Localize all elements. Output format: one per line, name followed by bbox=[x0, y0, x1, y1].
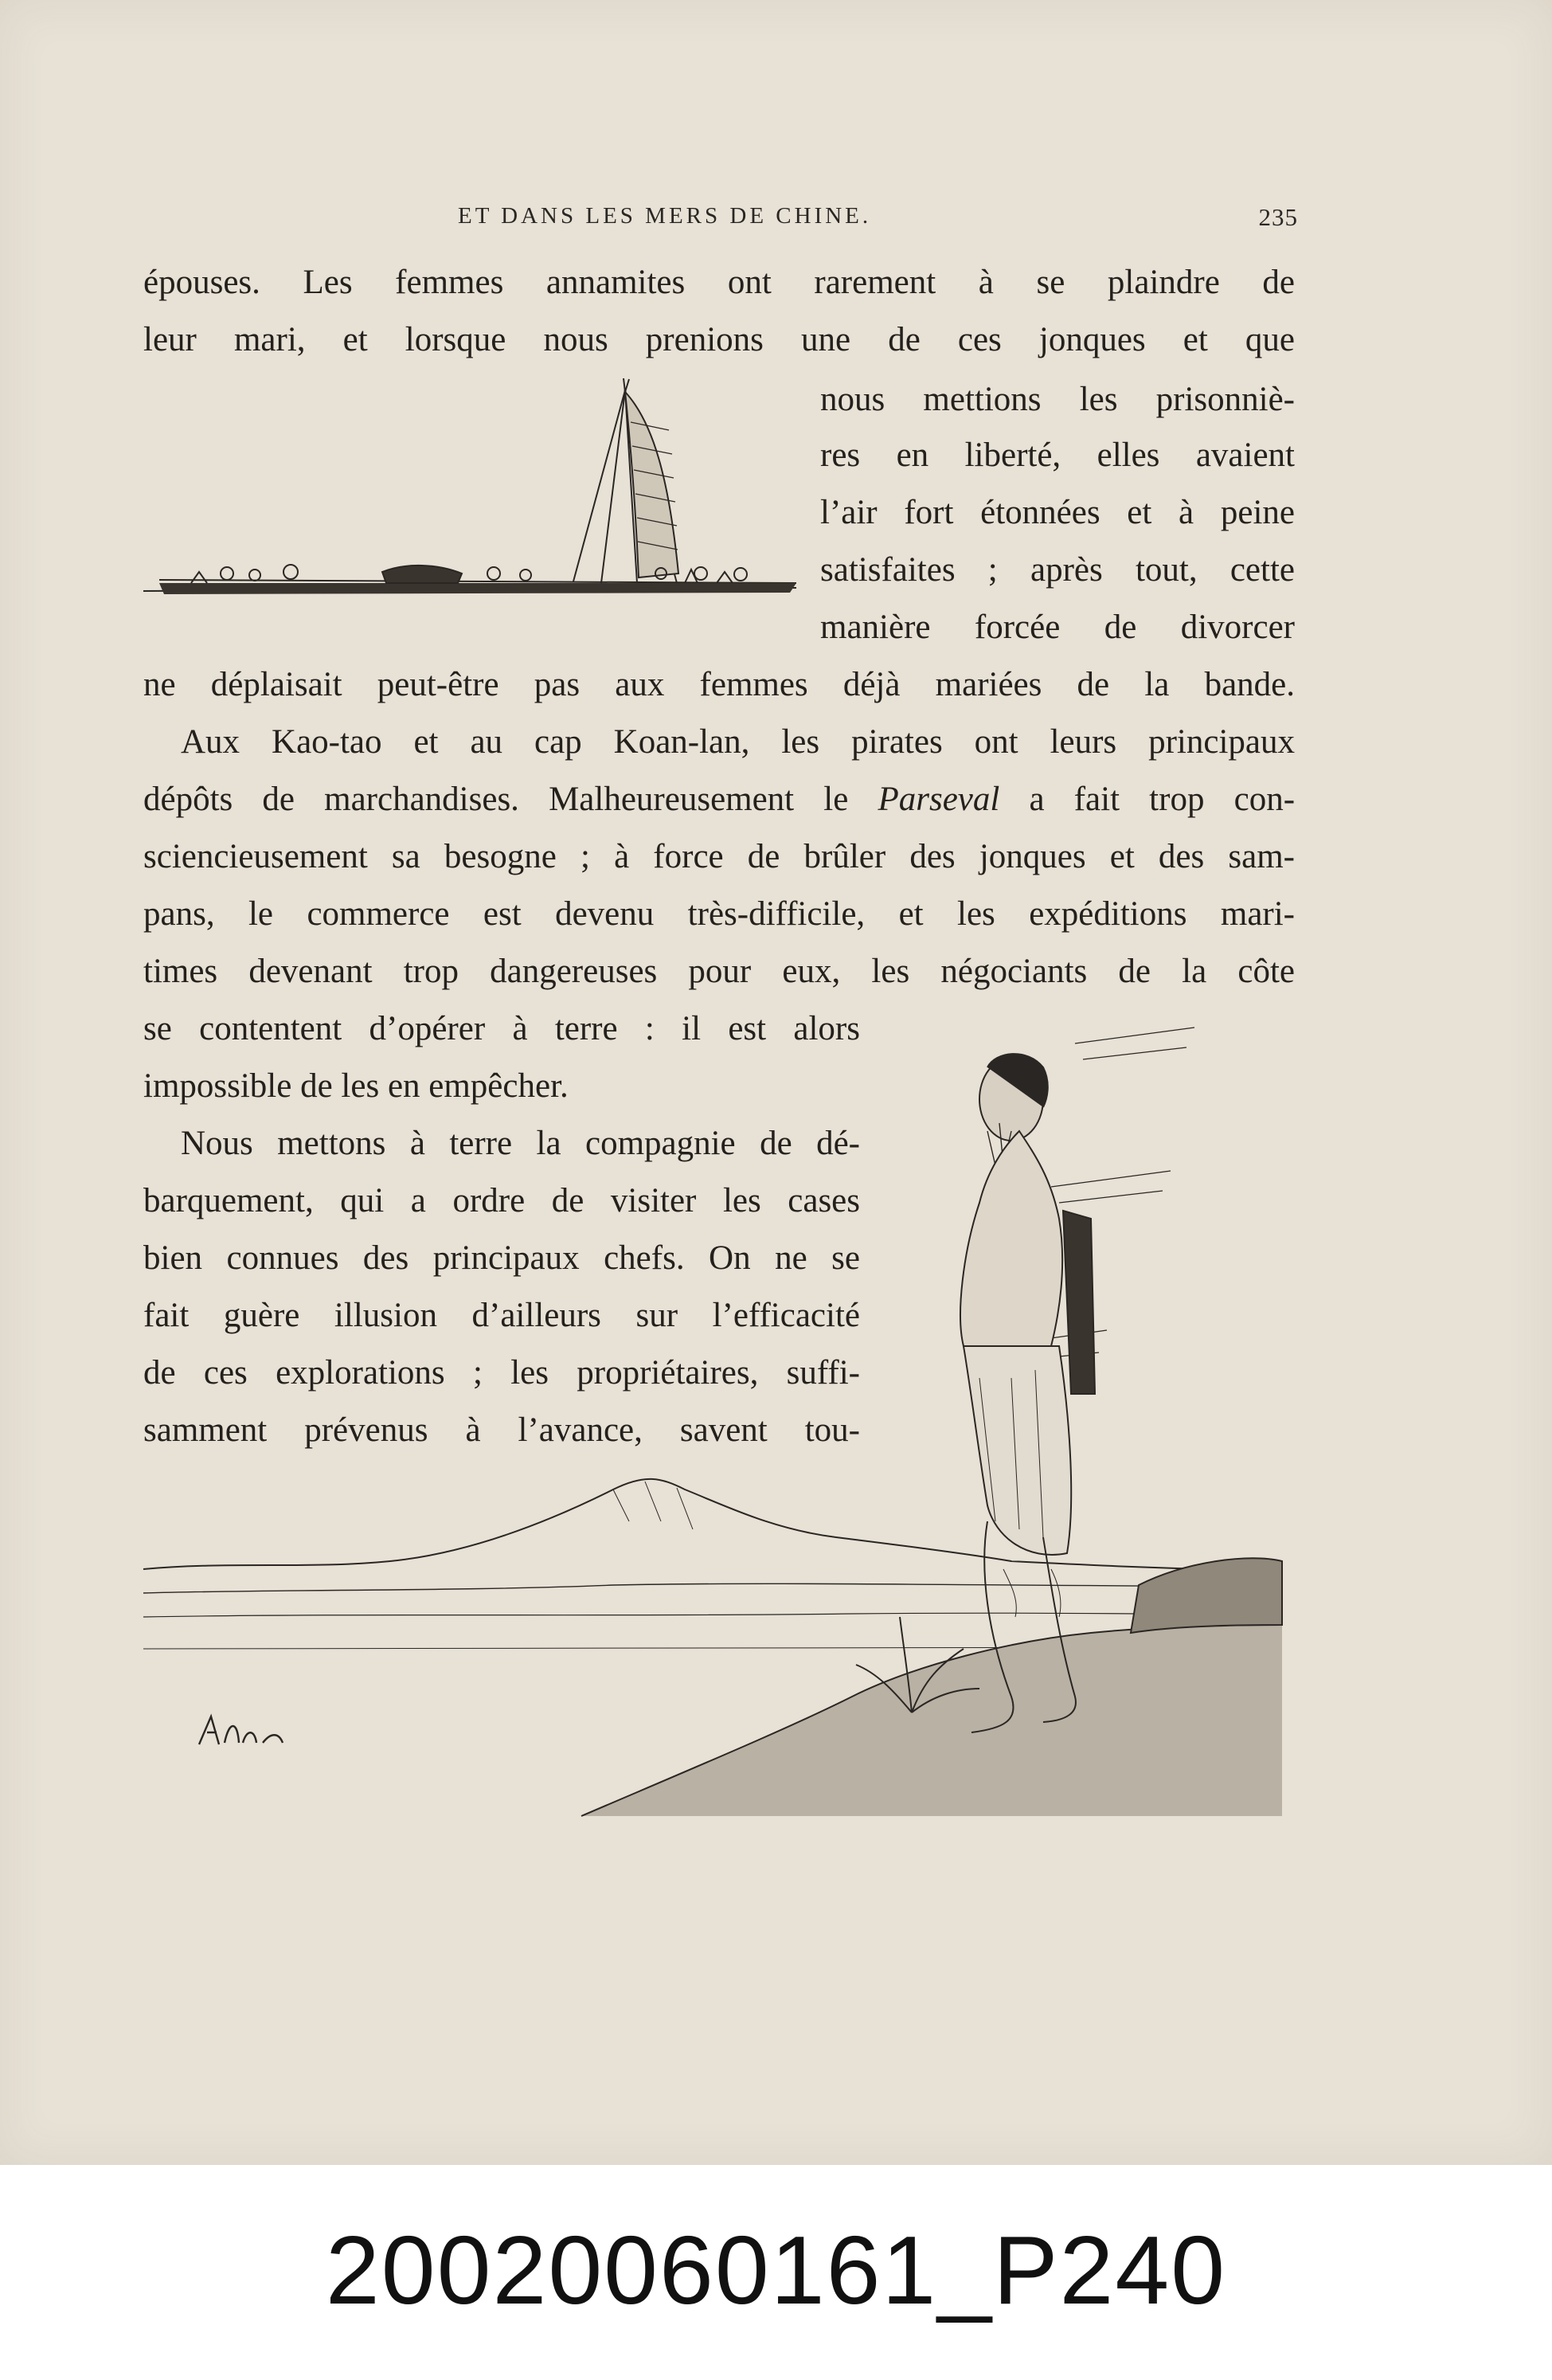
page-number: 235 bbox=[1258, 203, 1298, 231]
ship-name: Parseval bbox=[878, 781, 1000, 818]
text-line: times devenant trop dangereuses pour eux, les négociants de la côte bbox=[143, 953, 1295, 990]
text-line: se contentent d’opérer à terre : il est alors bbox=[143, 1010, 860, 1047]
text-line: res en liberté, elles avaient bbox=[820, 436, 1295, 474]
text-line: impossible de les en empêcher. bbox=[143, 1067, 569, 1105]
text-segment: dépôts de marchandises. Malheureusement le bbox=[143, 781, 849, 818]
text-line: samment prévenus à l’avance, savent tou- bbox=[143, 1411, 860, 1449]
text-line-with-italic bbox=[143, 782, 1295, 816]
text-line: manière forcée de divorcer bbox=[820, 609, 1295, 646]
text-line: sciencieusement sa besogne ; à force de brûler des jonques et des sam- bbox=[143, 838, 1295, 875]
text-line: leur mari, et lorsque nous prenions une de ces jonques et que bbox=[143, 321, 1295, 358]
text-line: épouses. Les femmes annamites ont rarement à se plaindre de bbox=[143, 264, 1295, 301]
running-head bbox=[143, 203, 1298, 235]
text-line: satisfaites ; après tout, cette bbox=[820, 551, 1295, 589]
junk-boat-illustration bbox=[143, 374, 804, 621]
text-line: barquement, qui a ordre de visiter les cases bbox=[143, 1182, 860, 1219]
text-line: l’air fort étonnées et à peine bbox=[820, 494, 1295, 531]
text-line: Nous mettons à terre la compagnie de dé- bbox=[181, 1125, 860, 1162]
footer-identifier: 20020060161_P240 bbox=[325, 2216, 1227, 2324]
text-line: fait guère illusion d’ailleurs sur l’efficacité bbox=[143, 1297, 860, 1334]
text-line: ne déplaisait peut-être pas aux femmes déjà mariées de la bande. bbox=[143, 666, 1295, 703]
text-line: nous mettions les prisonniè- bbox=[820, 381, 1295, 418]
text-line: pans, le commerce est devenu très-difficile, et les expéditions mari- bbox=[143, 895, 1295, 933]
text-line: bien connues des principaux chefs. On ne se bbox=[143, 1239, 860, 1277]
text-segment: a fait trop con- bbox=[1029, 781, 1296, 818]
text-line: Aux Kao-tao et au cap Koan-lan, les pirates ont leurs principaux bbox=[181, 723, 1295, 761]
standing-man-landscape-illustration bbox=[135, 1012, 1298, 1832]
running-head-title: ET DANS LES MERS DE CHINE. bbox=[458, 203, 872, 229]
text-line: de ces explorations ; les propriétaires, suffi- bbox=[143, 1354, 860, 1392]
